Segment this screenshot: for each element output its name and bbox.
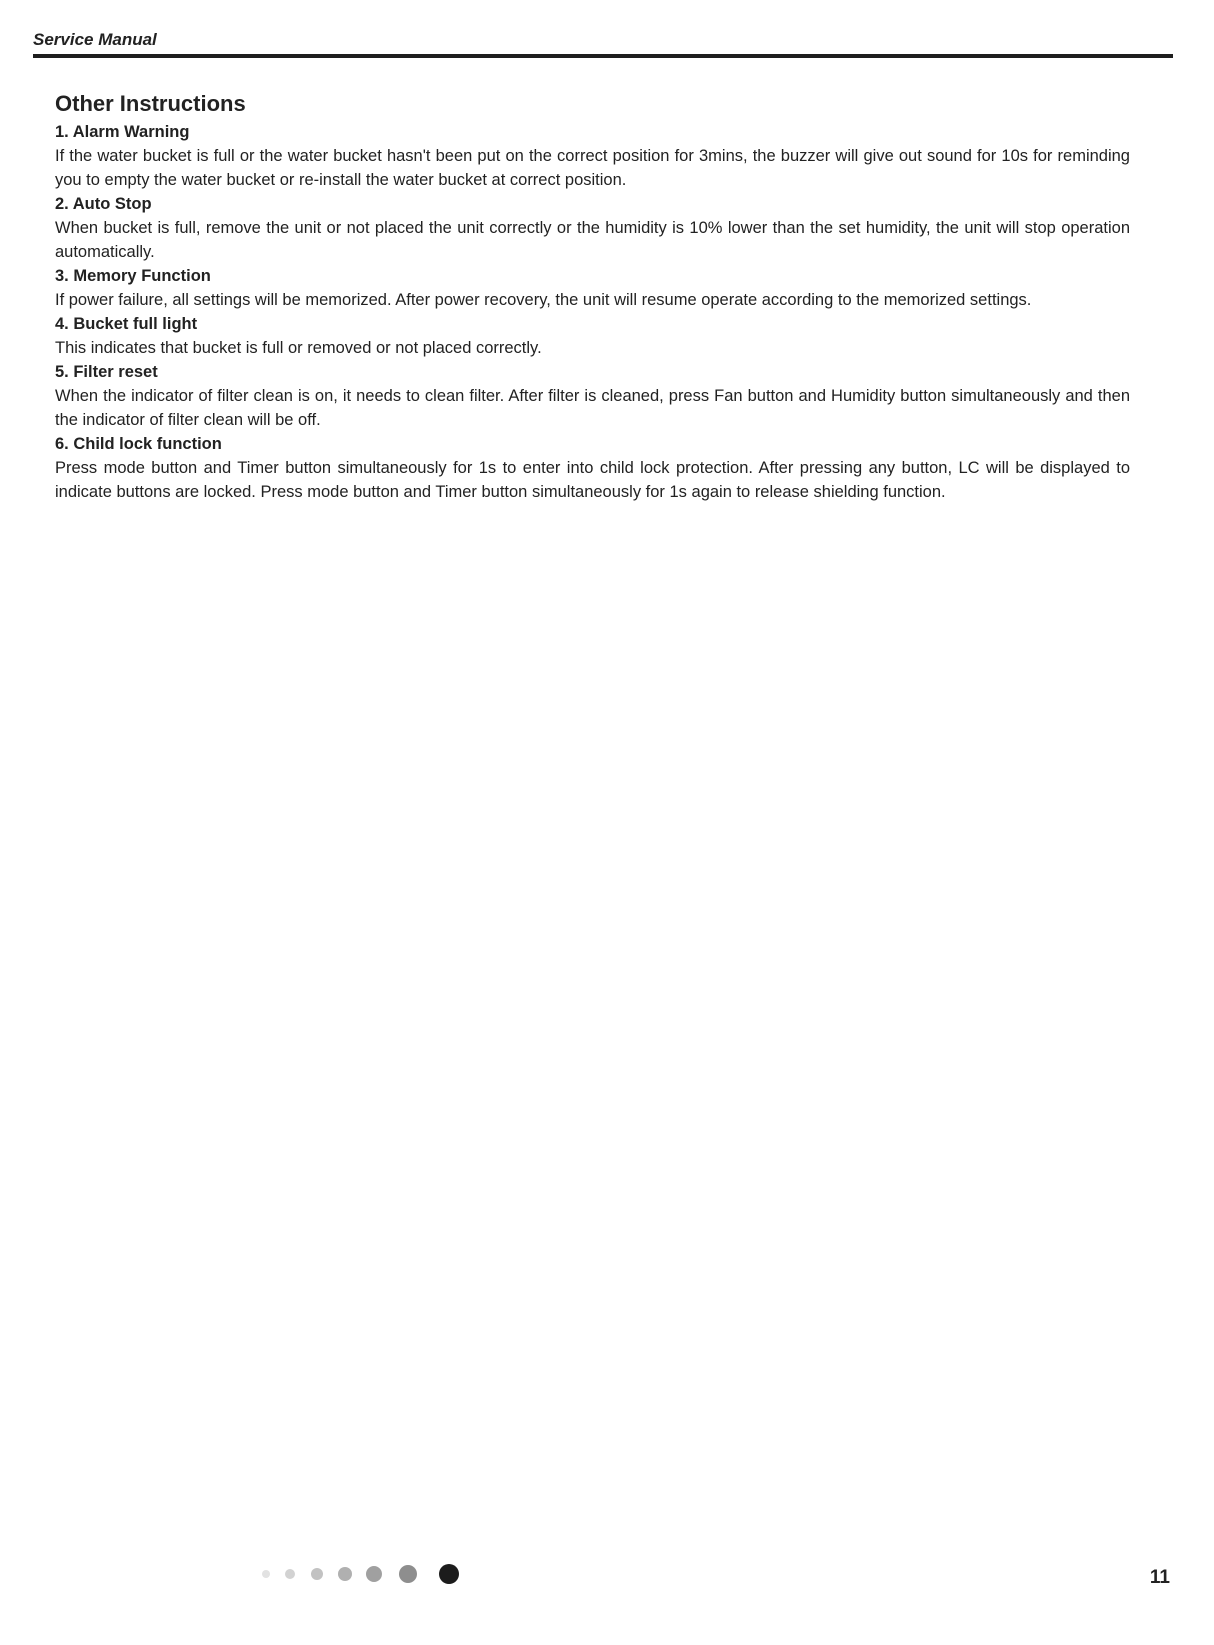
item-body: If the water bucket is full or the water bucket hasn't been put on the correct position for 3mins, the buzzer will give out sound for 10s for reminding you to empty the water bucket or re-install the water bucket at correct position. bbox=[55, 147, 1130, 189]
item-body: When the indicator of filter clean is on, it needs to clean filter. After filter is cleaned, press Fan button and Humidity button simultaneously and then the indicator of filter clean will be off. bbox=[55, 387, 1130, 429]
progress-dot bbox=[366, 1566, 382, 1582]
item-heading: 4. Bucket full light bbox=[55, 315, 198, 333]
instruction-item bbox=[55, 312, 1130, 360]
page-number: 11 bbox=[1149, 1567, 1170, 1588]
header-rule bbox=[33, 54, 1173, 58]
item-body: If power failure, all settings will be memorized. After power recovery, the unit will resume operate according to the memorized settings. bbox=[55, 291, 1032, 309]
item-heading: 5. Filter reset bbox=[55, 363, 158, 381]
item-body: When bucket is full, remove the unit or not placed the unit correctly or the humidity is 10% lower than the set humidity, the unit will stop operation automatically. bbox=[55, 219, 1130, 261]
running-header: Service Manual bbox=[33, 30, 157, 49]
progress-dot bbox=[399, 1565, 417, 1583]
progress-dot bbox=[439, 1564, 459, 1584]
progress-dot bbox=[311, 1568, 323, 1580]
item-heading: 3. Memory Function bbox=[55, 267, 211, 285]
item-heading: 6. Child lock function bbox=[55, 435, 222, 453]
progress-dot bbox=[285, 1569, 295, 1579]
section-title: Other Instructions bbox=[55, 91, 246, 116]
instruction-item bbox=[55, 120, 1130, 192]
item-body: This indicates that bucket is full or removed or not placed correctly. bbox=[55, 339, 542, 357]
item-body: Press mode button and Timer button simultaneously for 1s to enter into child lock protection. After pressing any button, LC will be displayed to indicate buttons are locked. Press mode button and Timer button simultaneously for 1s again to release shielding function. bbox=[55, 459, 1130, 501]
item-heading: 2. Auto Stop bbox=[55, 195, 152, 213]
item-heading: 1. Alarm Warning bbox=[55, 123, 190, 141]
progress-dots bbox=[262, 1562, 462, 1586]
instruction-item bbox=[55, 432, 1130, 504]
progress-dot bbox=[338, 1567, 352, 1581]
instruction-item bbox=[55, 264, 1130, 312]
page-content bbox=[55, 90, 1130, 504]
instruction-item bbox=[55, 360, 1130, 432]
progress-dot bbox=[262, 1570, 270, 1578]
instruction-item bbox=[55, 192, 1130, 264]
